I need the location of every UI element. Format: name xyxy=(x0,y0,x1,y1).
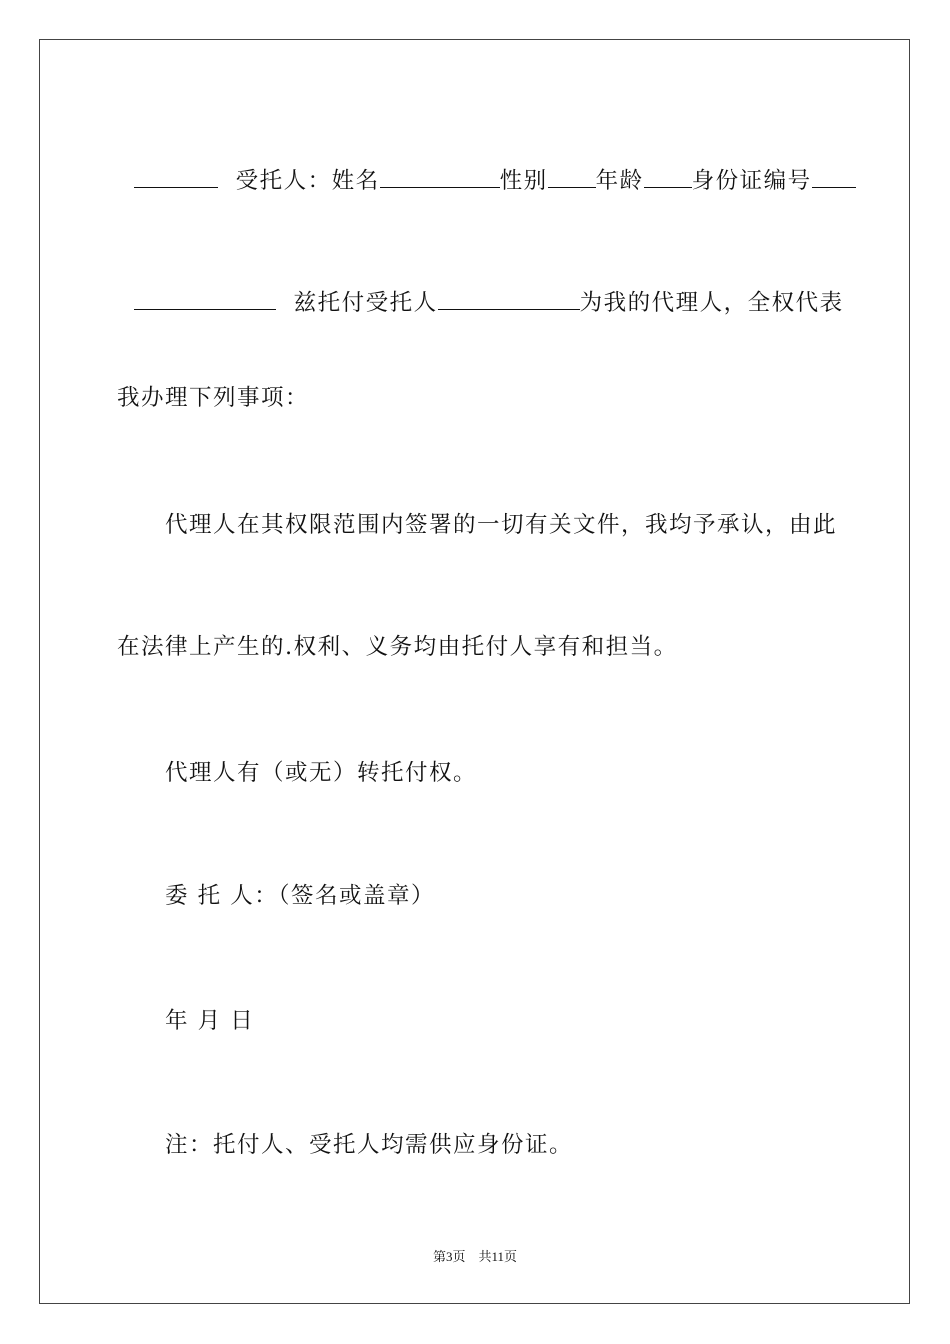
note-line: 注：托付人、受托人均需供应身份证。 xyxy=(165,1132,574,1158)
paragraph-1-line-2: 在法律上产生的.权利、义务均由托付人享有和担当。 xyxy=(117,634,678,660)
principal-signature-line: 委 托 人：（签名或盖章） xyxy=(165,883,436,909)
trustee-blank xyxy=(438,289,580,310)
name-blank xyxy=(380,167,500,188)
blank-field xyxy=(134,167,218,188)
trustee-name-label: 受托人：姓名 xyxy=(235,168,380,194)
age-label: 年龄 xyxy=(595,168,644,194)
age-blank xyxy=(644,167,692,188)
principal-blank xyxy=(134,289,276,310)
entrust-line xyxy=(117,258,844,318)
agent-text: 为我的代理人，全权代表 xyxy=(579,290,844,316)
gender-blank xyxy=(548,167,596,188)
page-number-footer: 第3页 共11页 xyxy=(432,1249,518,1264)
page-border xyxy=(39,39,910,1304)
id-number-label: 身份证编号 xyxy=(691,168,812,194)
gender-label: 性别 xyxy=(499,168,548,194)
entrust-text: 兹托付受托人 xyxy=(293,290,438,316)
id-number-blank xyxy=(812,167,856,188)
principal-info-line xyxy=(117,136,856,196)
paragraph-2: 代理人有（或无）转托付权。 xyxy=(165,760,478,786)
matters-line: 我办理下列事项： xyxy=(117,385,310,411)
date-line: 年 月 日 xyxy=(165,1008,255,1034)
paragraph-1-line-1: 代理人在其权限范围内签署的一切有关文件，我均予承认，由此 xyxy=(165,512,838,538)
